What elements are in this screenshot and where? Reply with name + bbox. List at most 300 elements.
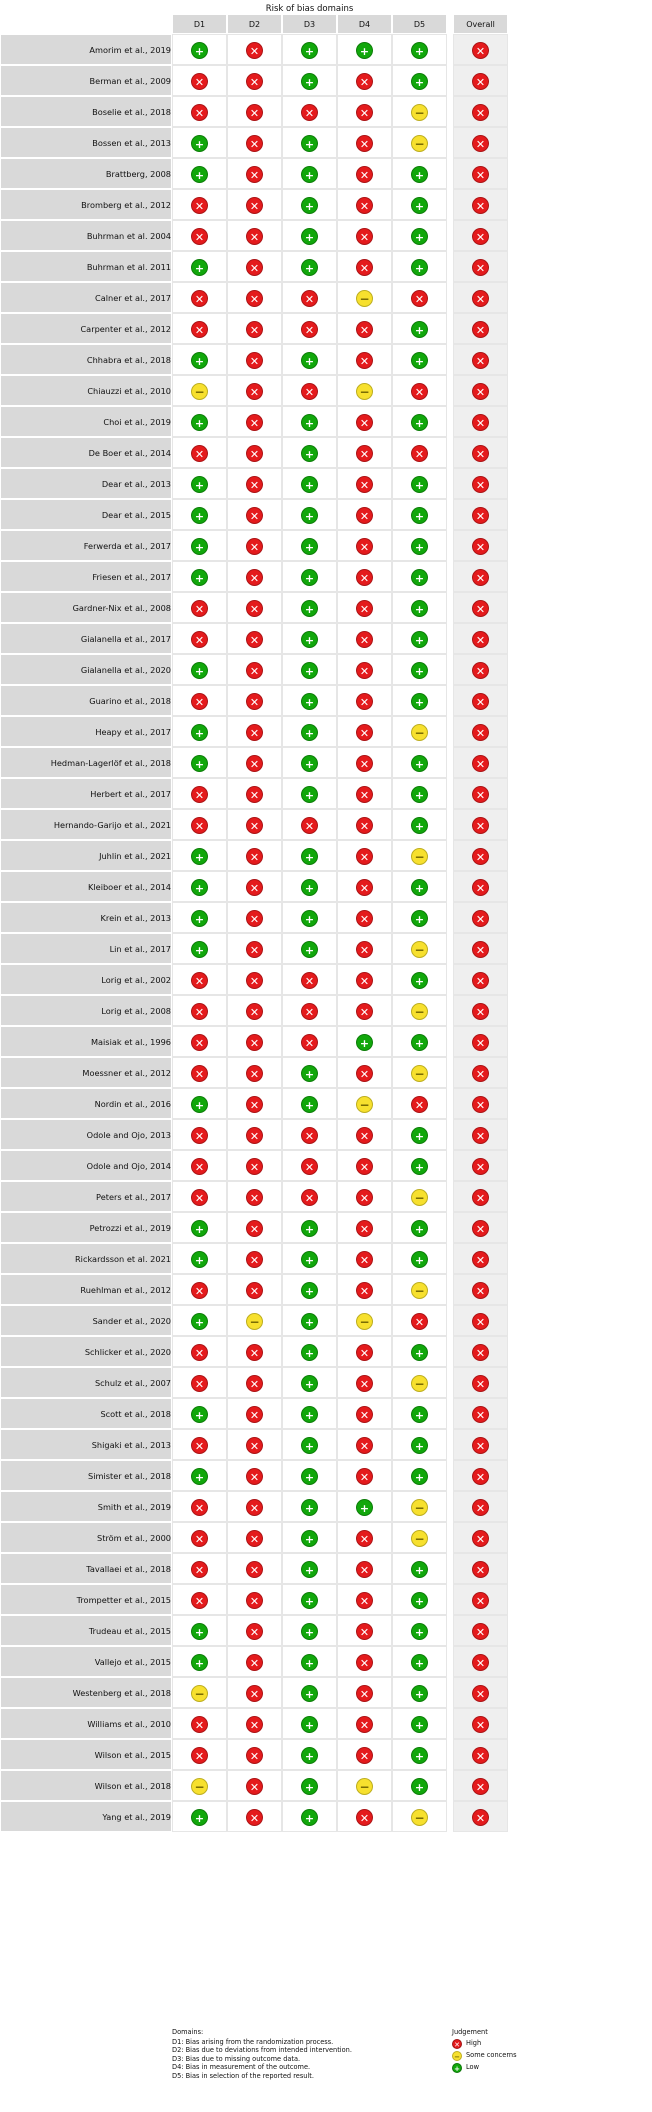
domain-judgement-cell[interactable] <box>282 778 337 809</box>
domain-judgement-cell[interactable] <box>392 220 447 251</box>
domain-judgement-cell[interactable] <box>337 1677 392 1708</box>
domain-judgement-cell[interactable] <box>227 127 282 158</box>
domain-judgement-cell[interactable] <box>227 1491 282 1522</box>
domain-judgement-cell[interactable] <box>227 1553 282 1584</box>
domain-judgement-cell[interactable] <box>227 313 282 344</box>
domain-judgement-cell[interactable] <box>337 530 392 561</box>
overall-judgement-cell[interactable] <box>453 158 508 189</box>
domain-judgement-cell[interactable] <box>227 561 282 592</box>
overall-judgement-cell[interactable] <box>453 623 508 654</box>
domain-judgement-cell[interactable] <box>172 1708 227 1739</box>
domain-judgement-cell[interactable] <box>282 561 337 592</box>
domain-judgement-cell[interactable] <box>392 747 447 778</box>
domain-judgement-cell[interactable] <box>227 1305 282 1336</box>
overall-judgement-cell[interactable] <box>453 1274 508 1305</box>
domain-judgement-cell[interactable] <box>282 1801 337 1832</box>
domain-judgement-cell[interactable] <box>282 1274 337 1305</box>
domain-judgement-cell[interactable] <box>282 1708 337 1739</box>
domain-judgement-cell[interactable] <box>282 375 337 406</box>
domain-judgement-cell[interactable] <box>227 1150 282 1181</box>
domain-judgement-cell[interactable] <box>172 871 227 902</box>
domain-judgement-cell[interactable] <box>227 158 282 189</box>
domain-judgement-cell[interactable] <box>282 1212 337 1243</box>
domain-judgement-cell[interactable] <box>227 34 282 65</box>
domain-judgement-cell[interactable] <box>337 592 392 623</box>
domain-judgement-cell[interactable] <box>172 685 227 716</box>
domain-judgement-cell[interactable] <box>392 1553 447 1584</box>
domain-judgement-cell[interactable] <box>227 809 282 840</box>
domain-judgement-cell[interactable] <box>392 809 447 840</box>
domain-judgement-cell[interactable] <box>282 1615 337 1646</box>
domain-judgement-cell[interactable] <box>337 561 392 592</box>
domain-judgement-cell[interactable] <box>337 1615 392 1646</box>
domain-judgement-cell[interactable] <box>172 437 227 468</box>
domain-judgement-cell[interactable] <box>337 127 392 158</box>
domain-judgement-cell[interactable] <box>172 499 227 530</box>
domain-judgement-cell[interactable] <box>282 592 337 623</box>
domain-judgement-cell[interactable] <box>227 778 282 809</box>
domain-judgement-cell[interactable] <box>392 251 447 282</box>
domain-judgement-cell[interactable] <box>337 1739 392 1770</box>
domain-judgement-cell[interactable] <box>172 1801 227 1832</box>
domain-judgement-cell[interactable] <box>392 530 447 561</box>
domain-judgement-cell[interactable] <box>282 964 337 995</box>
overall-judgement-cell[interactable] <box>453 685 508 716</box>
domain-judgement-cell[interactable] <box>392 654 447 685</box>
domain-judgement-cell[interactable] <box>337 1088 392 1119</box>
domain-judgement-cell[interactable] <box>337 282 392 313</box>
domain-judgement-cell[interactable] <box>337 1243 392 1274</box>
domain-judgement-cell[interactable] <box>172 282 227 313</box>
domain-judgement-cell[interactable] <box>227 220 282 251</box>
domain-judgement-cell[interactable] <box>392 1584 447 1615</box>
domain-judgement-cell[interactable] <box>172 716 227 747</box>
domain-judgement-cell[interactable] <box>282 96 337 127</box>
overall-judgement-cell[interactable] <box>453 1367 508 1398</box>
domain-judgement-cell[interactable] <box>227 1119 282 1150</box>
domain-judgement-cell[interactable] <box>337 375 392 406</box>
overall-judgement-cell[interactable] <box>453 344 508 375</box>
domain-judgement-cell[interactable] <box>227 1243 282 1274</box>
domain-judgement-cell[interactable] <box>172 1677 227 1708</box>
domain-judgement-cell[interactable] <box>392 1739 447 1770</box>
domain-judgement-cell[interactable] <box>227 1212 282 1243</box>
domain-judgement-cell[interactable] <box>282 1460 337 1491</box>
domain-judgement-cell[interactable] <box>282 313 337 344</box>
overall-judgement-cell[interactable] <box>453 1677 508 1708</box>
domain-judgement-cell[interactable] <box>172 1367 227 1398</box>
domain-judgement-cell[interactable] <box>227 902 282 933</box>
overall-judgement-cell[interactable] <box>453 1491 508 1522</box>
domain-judgement-cell[interactable] <box>172 1212 227 1243</box>
domain-judgement-cell[interactable] <box>172 654 227 685</box>
domain-judgement-cell[interactable] <box>337 189 392 220</box>
domain-judgement-cell[interactable] <box>392 437 447 468</box>
domain-judgement-cell[interactable] <box>392 1243 447 1274</box>
domain-judgement-cell[interactable] <box>392 871 447 902</box>
domain-judgement-cell[interactable] <box>227 1584 282 1615</box>
overall-judgement-cell[interactable] <box>453 964 508 995</box>
overall-judgement-cell[interactable] <box>453 34 508 65</box>
domain-judgement-cell[interactable] <box>282 499 337 530</box>
domain-judgement-cell[interactable] <box>337 716 392 747</box>
domain-judgement-cell[interactable] <box>172 1336 227 1367</box>
overall-judgement-cell[interactable] <box>453 933 508 964</box>
domain-judgement-cell[interactable] <box>172 34 227 65</box>
domain-judgement-cell[interactable] <box>392 1057 447 1088</box>
domain-judgement-cell[interactable] <box>172 530 227 561</box>
domain-judgement-cell[interactable] <box>172 933 227 964</box>
domain-judgement-cell[interactable] <box>392 1398 447 1429</box>
overall-judgement-cell[interactable] <box>453 1243 508 1274</box>
overall-judgement-cell[interactable] <box>453 1522 508 1553</box>
domain-judgement-cell[interactable] <box>337 1708 392 1739</box>
domain-judgement-cell[interactable] <box>227 1181 282 1212</box>
domain-judgement-cell[interactable] <box>392 1677 447 1708</box>
domain-judgement-cell[interactable] <box>227 1739 282 1770</box>
domain-judgement-cell[interactable] <box>172 1026 227 1057</box>
overall-judgement-cell[interactable] <box>453 1305 508 1336</box>
domain-judgement-cell[interactable] <box>337 313 392 344</box>
domain-judgement-cell[interactable] <box>282 1119 337 1150</box>
domain-judgement-cell[interactable] <box>392 1150 447 1181</box>
domain-judgement-cell[interactable] <box>392 1708 447 1739</box>
domain-judgement-cell[interactable] <box>282 1150 337 1181</box>
domain-judgement-cell[interactable] <box>337 1429 392 1460</box>
domain-judgement-cell[interactable] <box>172 1057 227 1088</box>
overall-judgement-cell[interactable] <box>453 871 508 902</box>
domain-judgement-cell[interactable] <box>172 1770 227 1801</box>
domain-judgement-cell[interactable] <box>282 1305 337 1336</box>
domain-judgement-cell[interactable] <box>392 127 447 158</box>
domain-judgement-cell[interactable] <box>392 933 447 964</box>
domain-judgement-cell[interactable] <box>227 716 282 747</box>
domain-judgement-cell[interactable] <box>227 840 282 871</box>
domain-judgement-cell[interactable] <box>337 1553 392 1584</box>
domain-judgement-cell[interactable] <box>392 96 447 127</box>
domain-judgement-cell[interactable] <box>337 499 392 530</box>
domain-judgement-cell[interactable] <box>282 189 337 220</box>
domain-judgement-cell[interactable] <box>282 747 337 778</box>
domain-judgement-cell[interactable] <box>337 809 392 840</box>
domain-judgement-cell[interactable] <box>392 65 447 96</box>
domain-judgement-cell[interactable] <box>282 1243 337 1274</box>
overall-judgement-cell[interactable] <box>453 406 508 437</box>
overall-judgement-cell[interactable] <box>453 1119 508 1150</box>
domain-judgement-cell[interactable] <box>337 685 392 716</box>
domain-judgement-cell[interactable] <box>172 313 227 344</box>
domain-judgement-cell[interactable] <box>282 468 337 499</box>
domain-judgement-cell[interactable] <box>227 623 282 654</box>
domain-judgement-cell[interactable] <box>227 344 282 375</box>
overall-judgement-cell[interactable] <box>453 561 508 592</box>
domain-judgement-cell[interactable] <box>172 902 227 933</box>
domain-judgement-cell[interactable] <box>392 1429 447 1460</box>
domain-judgement-cell[interactable] <box>282 1584 337 1615</box>
domain-judgement-cell[interactable] <box>282 1336 337 1367</box>
domain-judgement-cell[interactable] <box>227 1336 282 1367</box>
domain-judgement-cell[interactable] <box>282 127 337 158</box>
overall-judgement-cell[interactable] <box>453 530 508 561</box>
domain-judgement-cell[interactable] <box>172 840 227 871</box>
domain-judgement-cell[interactable] <box>337 1181 392 1212</box>
domain-judgement-cell[interactable] <box>392 1367 447 1398</box>
domain-judgement-cell[interactable] <box>392 995 447 1026</box>
domain-judgement-cell[interactable] <box>172 747 227 778</box>
domain-judgement-cell[interactable] <box>282 1646 337 1677</box>
domain-judgement-cell[interactable] <box>227 468 282 499</box>
domain-judgement-cell[interactable] <box>337 251 392 282</box>
overall-judgement-cell[interactable] <box>453 1460 508 1491</box>
domain-judgement-cell[interactable] <box>172 623 227 654</box>
domain-judgement-cell[interactable] <box>172 375 227 406</box>
overall-judgement-cell[interactable] <box>453 809 508 840</box>
domain-judgement-cell[interactable] <box>282 251 337 282</box>
domain-judgement-cell[interactable] <box>392 685 447 716</box>
overall-judgement-cell[interactable] <box>453 499 508 530</box>
domain-judgement-cell[interactable] <box>227 282 282 313</box>
domain-judgement-cell[interactable] <box>392 964 447 995</box>
overall-judgement-cell[interactable] <box>453 127 508 158</box>
domain-judgement-cell[interactable] <box>227 654 282 685</box>
domain-judgement-cell[interactable] <box>392 282 447 313</box>
domain-judgement-cell[interactable] <box>392 499 447 530</box>
domain-judgement-cell[interactable] <box>227 1026 282 1057</box>
domain-judgement-cell[interactable] <box>227 933 282 964</box>
domain-judgement-cell[interactable] <box>227 375 282 406</box>
domain-judgement-cell[interactable] <box>172 1646 227 1677</box>
overall-judgement-cell[interactable] <box>453 1646 508 1677</box>
domain-judgement-cell[interactable] <box>392 1181 447 1212</box>
domain-judgement-cell[interactable] <box>282 220 337 251</box>
domain-judgement-cell[interactable] <box>227 1274 282 1305</box>
overall-judgement-cell[interactable] <box>453 1150 508 1181</box>
domain-judgement-cell[interactable] <box>337 871 392 902</box>
domain-judgement-cell[interactable] <box>337 1057 392 1088</box>
domain-judgement-cell[interactable] <box>392 840 447 871</box>
domain-judgement-cell[interactable] <box>227 1522 282 1553</box>
domain-judgement-cell[interactable] <box>392 592 447 623</box>
overall-judgement-cell[interactable] <box>453 65 508 96</box>
domain-judgement-cell[interactable] <box>337 1119 392 1150</box>
domain-judgement-cell[interactable] <box>172 1522 227 1553</box>
domain-judgement-cell[interactable] <box>337 1801 392 1832</box>
domain-judgement-cell[interactable] <box>337 1646 392 1677</box>
domain-judgement-cell[interactable] <box>172 189 227 220</box>
domain-judgement-cell[interactable] <box>172 158 227 189</box>
domain-judgement-cell[interactable] <box>392 1460 447 1491</box>
domain-judgement-cell[interactable] <box>282 65 337 96</box>
domain-judgement-cell[interactable] <box>337 778 392 809</box>
overall-judgement-cell[interactable] <box>453 282 508 313</box>
domain-judgement-cell[interactable] <box>172 1739 227 1770</box>
domain-judgement-cell[interactable] <box>392 1522 447 1553</box>
overall-judgement-cell[interactable] <box>453 1336 508 1367</box>
domain-judgement-cell[interactable] <box>282 406 337 437</box>
overall-judgement-cell[interactable] <box>453 1181 508 1212</box>
overall-judgement-cell[interactable] <box>453 840 508 871</box>
domain-judgement-cell[interactable] <box>282 902 337 933</box>
overall-judgement-cell[interactable] <box>453 778 508 809</box>
overall-judgement-cell[interactable] <box>453 1026 508 1057</box>
domain-judgement-cell[interactable] <box>172 1088 227 1119</box>
domain-judgement-cell[interactable] <box>392 1212 447 1243</box>
overall-judgement-cell[interactable] <box>453 1553 508 1584</box>
domain-judgement-cell[interactable] <box>227 189 282 220</box>
domain-judgement-cell[interactable] <box>172 778 227 809</box>
domain-judgement-cell[interactable] <box>337 1491 392 1522</box>
domain-judgement-cell[interactable] <box>392 1615 447 1646</box>
domain-judgement-cell[interactable] <box>282 437 337 468</box>
overall-judgement-cell[interactable] <box>453 902 508 933</box>
overall-judgement-cell[interactable] <box>453 220 508 251</box>
overall-judgement-cell[interactable] <box>453 189 508 220</box>
domain-judgement-cell[interactable] <box>227 530 282 561</box>
domain-judgement-cell[interactable] <box>172 127 227 158</box>
overall-judgement-cell[interactable] <box>453 1429 508 1460</box>
domain-judgement-cell[interactable] <box>227 1801 282 1832</box>
domain-judgement-cell[interactable] <box>227 1057 282 1088</box>
domain-judgement-cell[interactable] <box>337 344 392 375</box>
domain-judgement-cell[interactable] <box>337 406 392 437</box>
domain-judgement-cell[interactable] <box>337 1212 392 1243</box>
overall-judgement-cell[interactable] <box>453 747 508 778</box>
overall-judgement-cell[interactable] <box>453 1801 508 1832</box>
domain-judgement-cell[interactable] <box>227 685 282 716</box>
domain-judgement-cell[interactable] <box>392 1026 447 1057</box>
domain-judgement-cell[interactable] <box>227 1460 282 1491</box>
domain-judgement-cell[interactable] <box>172 561 227 592</box>
domain-judgement-cell[interactable] <box>227 499 282 530</box>
overall-judgement-cell[interactable] <box>453 1615 508 1646</box>
domain-judgement-cell[interactable] <box>337 1026 392 1057</box>
domain-judgement-cell[interactable] <box>337 902 392 933</box>
domain-judgement-cell[interactable] <box>392 34 447 65</box>
domain-judgement-cell[interactable] <box>337 220 392 251</box>
domain-judgement-cell[interactable] <box>337 995 392 1026</box>
domain-judgement-cell[interactable] <box>282 1677 337 1708</box>
overall-judgement-cell[interactable] <box>453 468 508 499</box>
domain-judgement-cell[interactable] <box>282 809 337 840</box>
domain-judgement-cell[interactable] <box>172 809 227 840</box>
domain-judgement-cell[interactable] <box>392 158 447 189</box>
domain-judgement-cell[interactable] <box>392 778 447 809</box>
domain-judgement-cell[interactable] <box>172 1305 227 1336</box>
domain-judgement-cell[interactable] <box>172 1119 227 1150</box>
domain-judgement-cell[interactable] <box>392 468 447 499</box>
domain-judgement-cell[interactable] <box>337 964 392 995</box>
domain-judgement-cell[interactable] <box>337 34 392 65</box>
overall-judgement-cell[interactable] <box>453 375 508 406</box>
domain-judgement-cell[interactable] <box>172 1274 227 1305</box>
domain-judgement-cell[interactable] <box>172 65 227 96</box>
overall-judgement-cell[interactable] <box>453 1212 508 1243</box>
domain-judgement-cell[interactable] <box>282 1739 337 1770</box>
domain-judgement-cell[interactable] <box>392 623 447 654</box>
overall-judgement-cell[interactable] <box>453 654 508 685</box>
domain-judgement-cell[interactable] <box>282 685 337 716</box>
domain-judgement-cell[interactable] <box>282 530 337 561</box>
domain-judgement-cell[interactable] <box>227 251 282 282</box>
domain-judgement-cell[interactable] <box>227 1770 282 1801</box>
domain-judgement-cell[interactable] <box>172 1460 227 1491</box>
domain-judgement-cell[interactable] <box>172 1181 227 1212</box>
domain-judgement-cell[interactable] <box>227 592 282 623</box>
overall-judgement-cell[interactable] <box>453 1770 508 1801</box>
domain-judgement-cell[interactable] <box>227 1088 282 1119</box>
domain-judgement-cell[interactable] <box>337 96 392 127</box>
domain-judgement-cell[interactable] <box>392 313 447 344</box>
domain-judgement-cell[interactable] <box>172 406 227 437</box>
overall-judgement-cell[interactable] <box>453 1584 508 1615</box>
domain-judgement-cell[interactable] <box>337 1305 392 1336</box>
domain-judgement-cell[interactable] <box>392 406 447 437</box>
domain-judgement-cell[interactable] <box>282 282 337 313</box>
domain-judgement-cell[interactable] <box>337 654 392 685</box>
domain-judgement-cell[interactable] <box>227 1646 282 1677</box>
domain-judgement-cell[interactable] <box>337 1336 392 1367</box>
domain-judgement-cell[interactable] <box>172 964 227 995</box>
domain-judgement-cell[interactable] <box>172 96 227 127</box>
domain-judgement-cell[interactable] <box>337 158 392 189</box>
domain-judgement-cell[interactable] <box>172 995 227 1026</box>
domain-judgement-cell[interactable] <box>282 1088 337 1119</box>
domain-judgement-cell[interactable] <box>172 1243 227 1274</box>
domain-judgement-cell[interactable] <box>172 1584 227 1615</box>
domain-judgement-cell[interactable] <box>392 1119 447 1150</box>
domain-judgement-cell[interactable] <box>282 623 337 654</box>
domain-judgement-cell[interactable] <box>227 1429 282 1460</box>
overall-judgement-cell[interactable] <box>453 1057 508 1088</box>
domain-judgement-cell[interactable] <box>337 1584 392 1615</box>
domain-judgement-cell[interactable] <box>282 344 337 375</box>
overall-judgement-cell[interactable] <box>453 716 508 747</box>
domain-judgement-cell[interactable] <box>172 1150 227 1181</box>
domain-judgement-cell[interactable] <box>282 716 337 747</box>
domain-judgement-cell[interactable] <box>227 964 282 995</box>
domain-judgement-cell[interactable] <box>282 871 337 902</box>
domain-judgement-cell[interactable] <box>172 592 227 623</box>
domain-judgement-cell[interactable] <box>227 1677 282 1708</box>
domain-judgement-cell[interactable] <box>337 65 392 96</box>
domain-judgement-cell[interactable] <box>282 1553 337 1584</box>
domain-judgement-cell[interactable] <box>392 561 447 592</box>
domain-judgement-cell[interactable] <box>282 1770 337 1801</box>
domain-judgement-cell[interactable] <box>337 1398 392 1429</box>
domain-judgement-cell[interactable] <box>337 1460 392 1491</box>
domain-judgement-cell[interactable] <box>337 1770 392 1801</box>
domain-judgement-cell[interactable] <box>392 1491 447 1522</box>
domain-judgement-cell[interactable] <box>282 933 337 964</box>
domain-judgement-cell[interactable] <box>392 1801 447 1832</box>
domain-judgement-cell[interactable] <box>172 1429 227 1460</box>
overall-judgement-cell[interactable] <box>453 313 508 344</box>
domain-judgement-cell[interactable] <box>227 65 282 96</box>
overall-judgement-cell[interactable] <box>453 1398 508 1429</box>
overall-judgement-cell[interactable] <box>453 1708 508 1739</box>
overall-judgement-cell[interactable] <box>453 251 508 282</box>
domain-judgement-cell[interactable] <box>337 1367 392 1398</box>
overall-judgement-cell[interactable] <box>453 1739 508 1770</box>
domain-judgement-cell[interactable] <box>392 716 447 747</box>
domain-judgement-cell[interactable] <box>392 902 447 933</box>
domain-judgement-cell[interactable] <box>337 1274 392 1305</box>
domain-judgement-cell[interactable] <box>392 189 447 220</box>
domain-judgement-cell[interactable] <box>227 1708 282 1739</box>
domain-judgement-cell[interactable] <box>282 1398 337 1429</box>
domain-judgement-cell[interactable] <box>392 1088 447 1119</box>
domain-judgement-cell[interactable] <box>282 654 337 685</box>
